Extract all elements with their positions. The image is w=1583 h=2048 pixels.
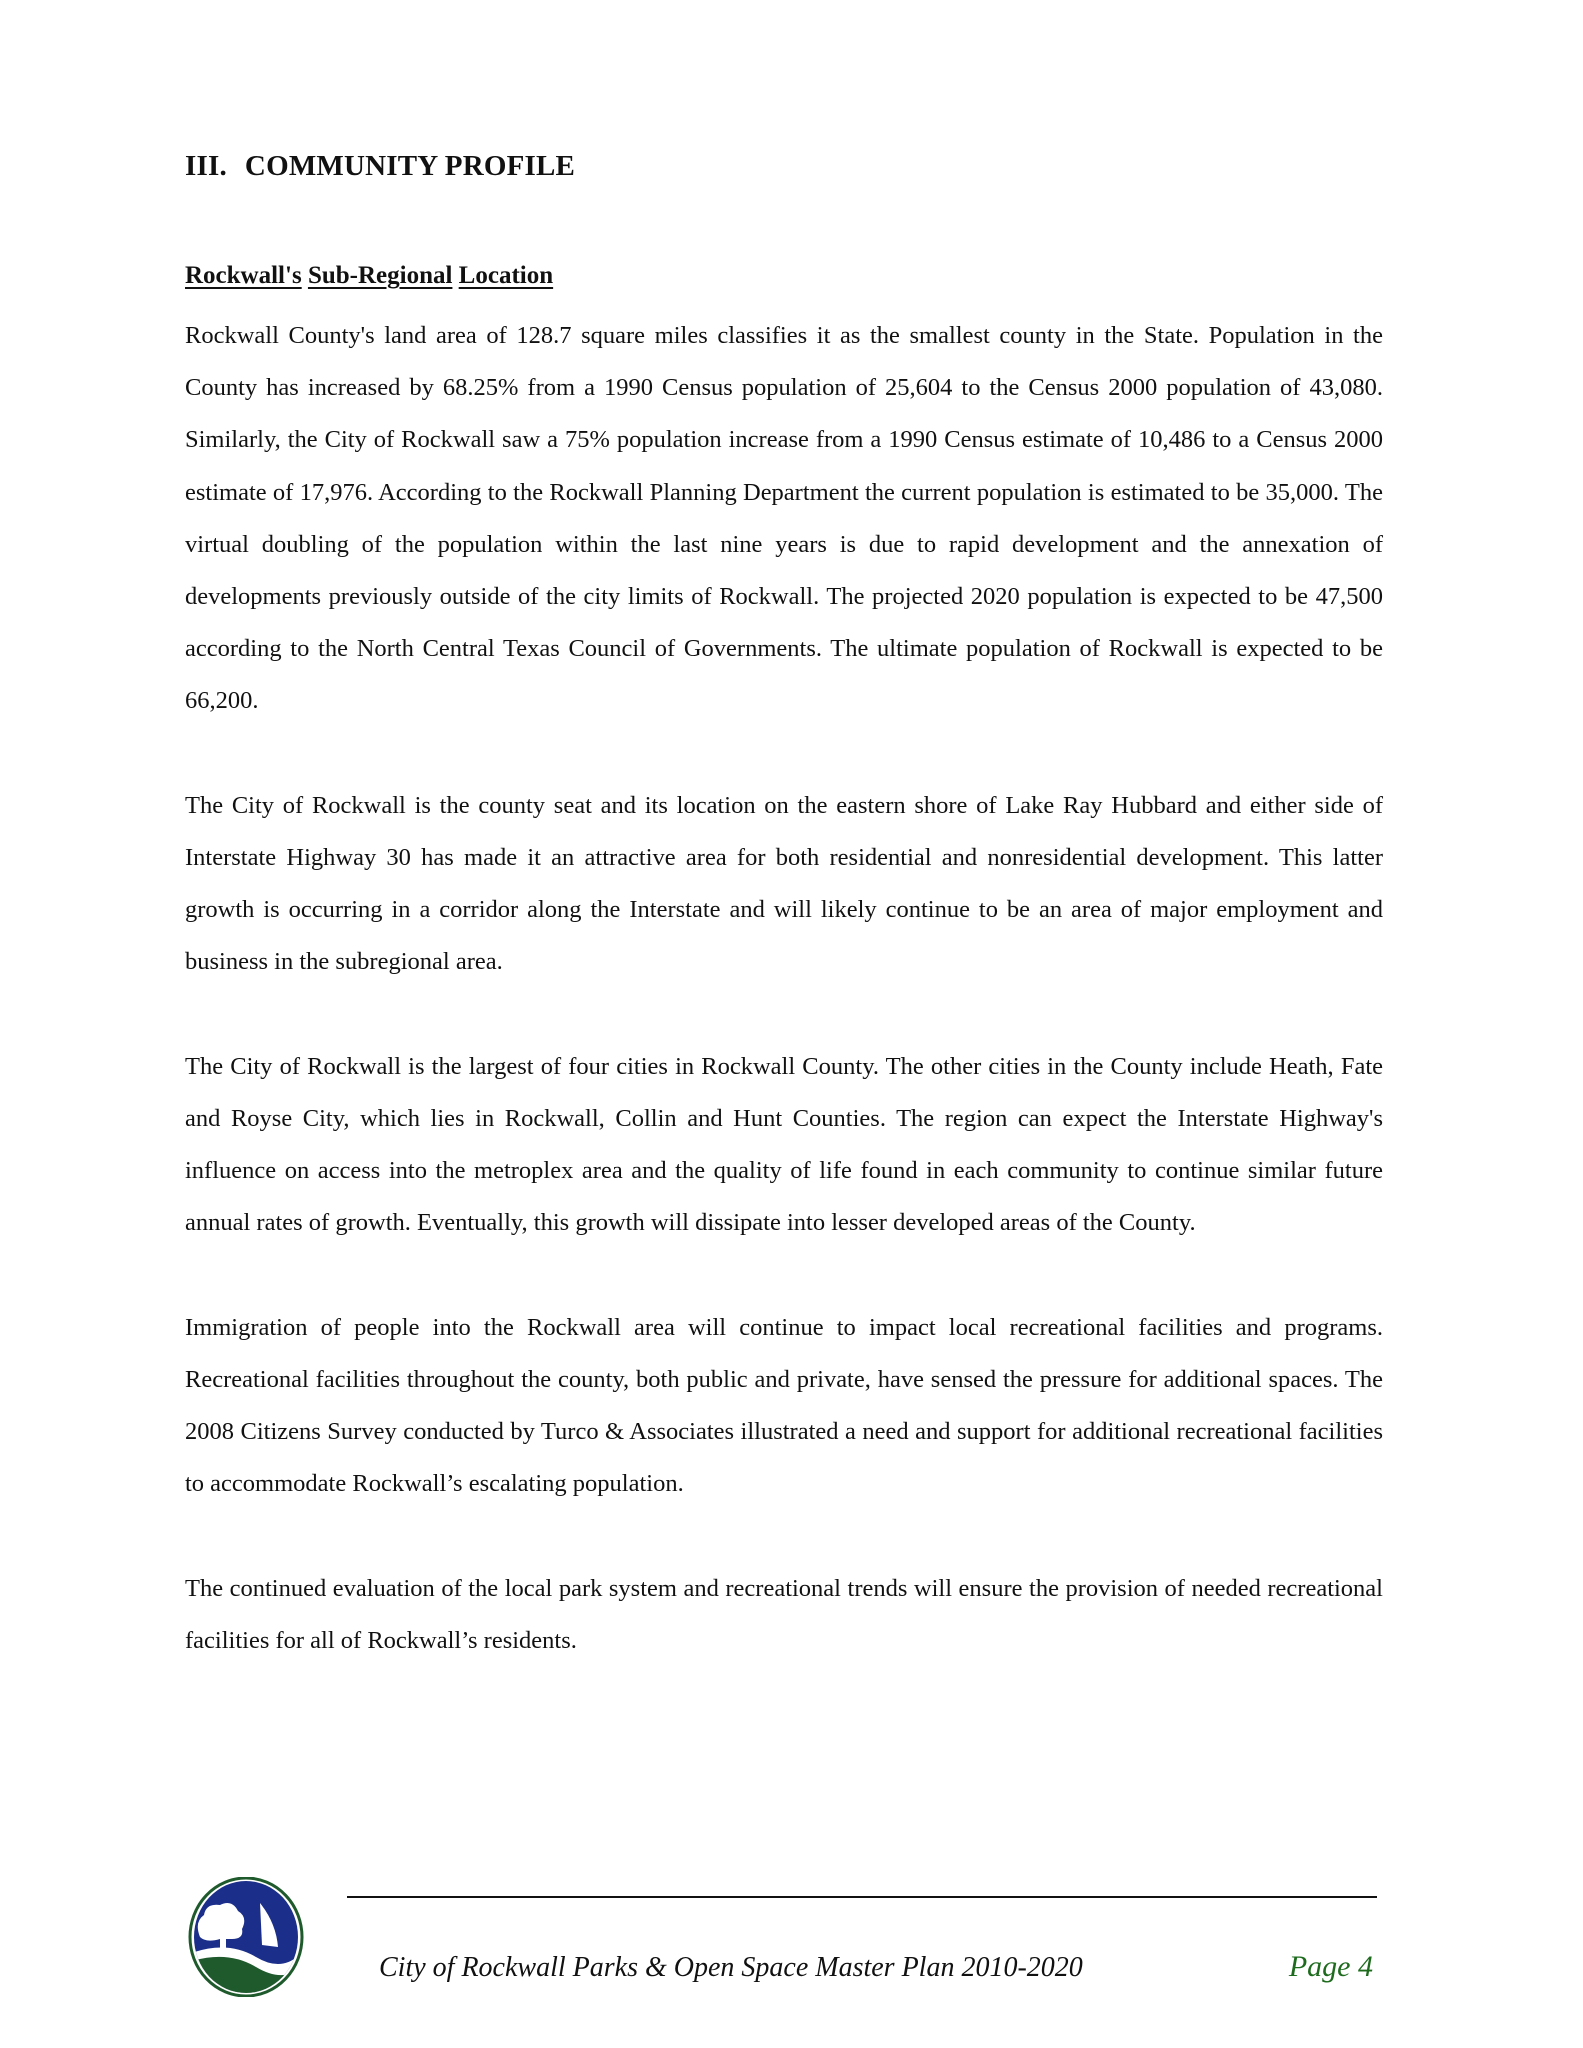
subheading-word: Rockwall's	[185, 262, 302, 289]
section-number: III.	[185, 150, 227, 182]
subheading-word: Location	[458, 262, 554, 289]
section-heading	[185, 150, 575, 183]
subheading-word: Sub-Regional	[307, 262, 453, 289]
paragraph: Immigration of people into the Rockwall area will continue to impact local recreational facilities and programs. Recreational facilities throughout the county, both public and private, have sensed the pressure for additional spaces. The 2008 Citizens Survey conducted by Turco & Associates illustrated a need and support for additional recreational facilities to accommodate Rockwall’s escalating population.	[185, 1313, 1383, 1498]
paragraph: The City of Rockwall is the county seat and its location on the eastern shore of Lake Ray Hubbard and either side of Interstate Highway 30 has made it an attractive area for both residential and nonresidential development. This latter growth is occurring in a corridor along the Interstate and will likely continue to be an area of major employment and business in the subregional area.	[185, 791, 1383, 976]
footer-divider	[347, 1896, 1377, 1898]
city-parks-logo-icon	[186, 1877, 306, 1997]
section-title: COMMUNITY PROFILE	[244, 150, 576, 182]
paragraph: The City of Rockwall is the largest of four cities in Rockwall County. The other cities in the County include Heath, Fate and Royse City, which lies in Rockwall, Collin and Hunt Counties. The region can expect the Interstate Highway's influence on access into the metroplex area and the quality of life found in each community to continue similar future annual rates of growth. Eventually, this growth will dissipate into lesser developed areas of the County.	[185, 1052, 1383, 1237]
subheading	[185, 262, 553, 290]
page-number: Page 4	[1288, 1950, 1373, 1983]
body-text	[185, 310, 1383, 1719]
paragraph: The continued evaluation of the local park system and recreational trends will ensure the provision of needed recreational facilities for all of Rockwall’s residents.	[185, 1574, 1383, 1655]
paragraph: Rockwall County's land area of 128.7 square miles classifies it as the smallest county in the State. Population in the County has increased by 68.25% from a 1990 Census population of 25,604 to the Census 2000 population of 43,080. Similarly, the City of Rockwall saw a 75% population increase from a 1990 Census estimate of 10,486 to a Census 2000 estimate of 17,976. According to the Rockwall Planning Department the current population is estimated to be 35,000. The virtual doubling of the population within the last nine years is due to rapid development and the annexation of developments previously outside of the city limits of Rockwall. The projected 2020 population is expected to be 47,500 according to the North Central Texas Council of Governments. The ultimate population of Rockwall is expected to be 66,200.	[185, 322, 1383, 715]
footer-title: City of Rockwall Parks & Open Space Master Plan 2010-2020	[379, 1952, 1083, 1983]
